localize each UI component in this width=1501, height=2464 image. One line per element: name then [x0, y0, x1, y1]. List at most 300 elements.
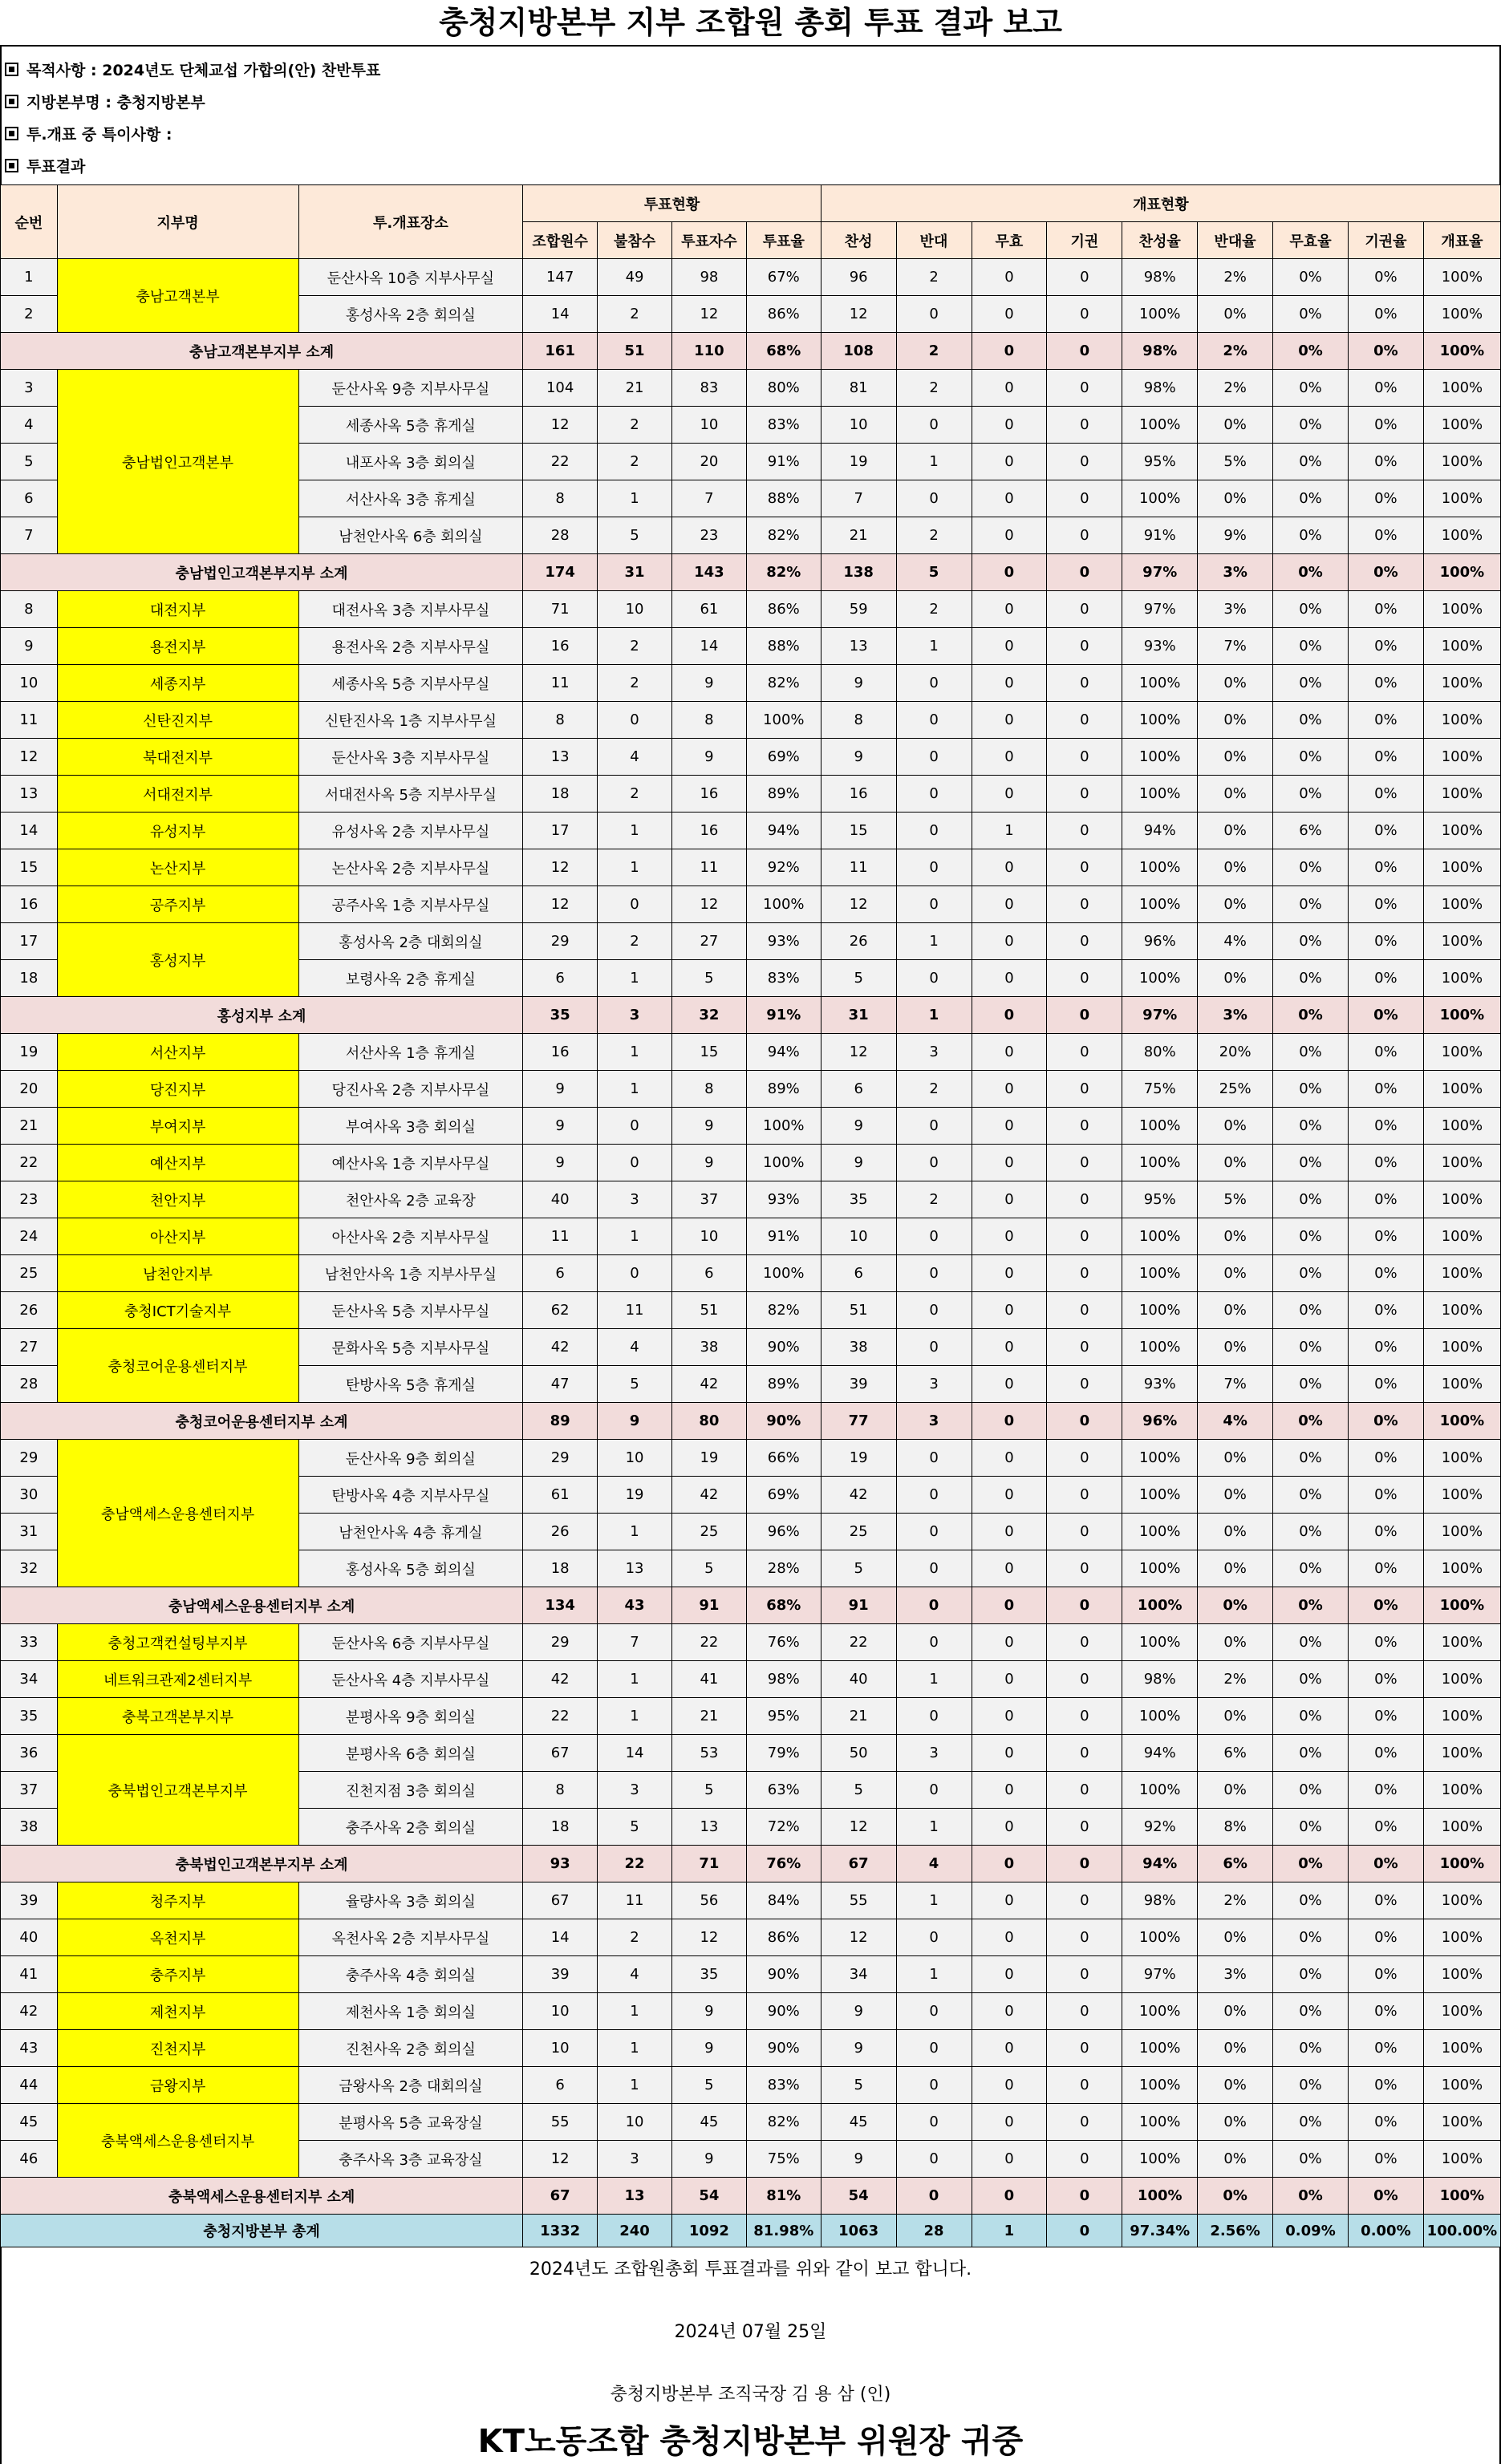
cell-no-rate: 2% — [1198, 370, 1273, 407]
cell-absent: 13 — [598, 1550, 672, 1587]
cell-absent: 1 — [598, 1698, 672, 1735]
cell-no-vote: 0 — [896, 480, 972, 517]
cell-invalid-rate: 0% — [1273, 1329, 1349, 1366]
cell-no-rate: 3% — [1198, 554, 1273, 591]
cell-count-rate: 100% — [1423, 2030, 1500, 2067]
cell-yes: 9 — [821, 1108, 896, 1145]
cell-count-rate: 100% — [1423, 554, 1500, 591]
cell-no-vote: 2 — [896, 591, 972, 628]
info-result-text: 투표결과 — [26, 158, 86, 176]
cell-yes-rate: 100% — [1122, 1329, 1198, 1366]
cell-invalid-rate: 0% — [1273, 1071, 1349, 1108]
cell-invalid-rate: 0% — [1273, 1366, 1349, 1403]
cell-absent: 3 — [598, 1181, 672, 1218]
cell-voters: 5 — [671, 1550, 746, 1587]
cell-no-rate: 2% — [1198, 259, 1273, 296]
cell-no-vote: 0 — [896, 665, 972, 702]
cell-yes: 19 — [821, 444, 896, 480]
cell-abstain: 0 — [1047, 2030, 1122, 2067]
cell-invalid-rate: 0% — [1273, 296, 1349, 333]
cell-invalid-rate: 0% — [1273, 1587, 1349, 1624]
cell-abstain-rate: 0% — [1348, 444, 1423, 480]
cell-invalid: 0 — [972, 1403, 1047, 1440]
cell-absent: 3 — [598, 2141, 672, 2178]
cell-invalid: 0 — [972, 665, 1047, 702]
cell-members: 18 — [523, 776, 598, 813]
cell-invalid: 0 — [972, 2104, 1047, 2141]
cell-count-rate: 100.00% — [1423, 2215, 1500, 2247]
cell-abstain-rate: 0% — [1348, 923, 1423, 960]
cell-yes: 12 — [821, 1919, 896, 1956]
cell-yes: 34 — [821, 1956, 896, 1993]
cell-members: 104 — [523, 370, 598, 407]
cell-absent: 11 — [598, 1292, 672, 1329]
cell-no-rate: 0% — [1198, 776, 1273, 813]
cell-abstain: 0 — [1047, 333, 1122, 370]
cell-yes-rate: 100% — [1122, 1477, 1198, 1514]
cell-invalid-rate: 0% — [1273, 333, 1349, 370]
cell-turnout: 68% — [746, 333, 821, 370]
cell-invalid: 0 — [972, 1366, 1047, 1403]
vote-place: 서산사옥 3층 휴게실 — [298, 480, 523, 517]
cell-yes-rate: 92% — [1122, 1809, 1198, 1846]
row-number: 45 — [1, 2104, 58, 2141]
cell-members: 61 — [523, 1477, 598, 1514]
row-number: 28 — [1, 1366, 58, 1403]
branch-name: 대전지부 — [57, 591, 298, 628]
cell-invalid: 0 — [972, 1071, 1047, 1108]
subtotal-row — [1, 1587, 1501, 1624]
vote-place: 분평사옥 5층 교육장실 — [298, 2104, 523, 2141]
cell-yes: 31 — [821, 997, 896, 1034]
cell-turnout: 94% — [746, 1034, 821, 1071]
cell-voters: 16 — [671, 776, 746, 813]
cell-turnout: 90% — [746, 1956, 821, 1993]
cell-invalid-rate: 0% — [1273, 1846, 1349, 1882]
cell-voters: 12 — [671, 1919, 746, 1956]
cell-no-vote: 2 — [896, 1071, 972, 1108]
branch-name: 논산지부 — [57, 849, 298, 886]
cell-turnout: 81.98% — [746, 2215, 821, 2247]
cell-abstain-rate: 0% — [1348, 1181, 1423, 1218]
cell-abstain-rate: 0% — [1348, 1477, 1423, 1514]
branch-name: 천안지부 — [57, 1181, 298, 1218]
cell-turnout: 82% — [746, 665, 821, 702]
cell-yes: 91 — [821, 1587, 896, 1624]
cell-no-rate: 0% — [1198, 2178, 1273, 2215]
cell-abstain: 0 — [1047, 2067, 1122, 2104]
cell-yes-rate: 97% — [1122, 591, 1198, 628]
cell-invalid-rate: 0% — [1273, 849, 1349, 886]
header-no-rate: 반대율 — [1198, 222, 1273, 259]
cell-voters: 35 — [671, 1956, 746, 1993]
cell-yes: 5 — [821, 960, 896, 997]
cell-abstain: 0 — [1047, 702, 1122, 739]
subtotal-row — [1, 997, 1501, 1034]
cell-no-vote: 0 — [896, 1145, 972, 1181]
cell-absent: 19 — [598, 1477, 672, 1514]
cell-no-rate: 0% — [1198, 1292, 1273, 1329]
branch-name: 남천안지부 — [57, 1255, 298, 1292]
cell-yes-rate: 100% — [1122, 739, 1198, 776]
cell-abstain-rate: 0% — [1348, 997, 1423, 1034]
vote-place: 남천안사옥 4층 휴게실 — [298, 1514, 523, 1550]
cell-absent: 2 — [598, 776, 672, 813]
table-row — [1, 1624, 1501, 1661]
cell-voters: 22 — [671, 1624, 746, 1661]
cell-no-vote: 0 — [896, 1440, 972, 1477]
cell-no-vote: 0 — [896, 1993, 972, 2030]
cell-no-vote: 1 — [896, 1956, 972, 1993]
cell-abstain-rate: 0% — [1348, 813, 1423, 849]
cell-count-rate: 100% — [1423, 702, 1500, 739]
vote-place: 둔산사옥 3층 지부사무실 — [298, 739, 523, 776]
row-number: 5 — [1, 444, 58, 480]
table-row — [1, 1993, 1501, 2030]
cell-abstain-rate: 0% — [1348, 1809, 1423, 1846]
cell-turnout: 100% — [746, 886, 821, 923]
cell-abstain-rate: 0% — [1348, 1624, 1423, 1661]
cell-abstain: 0 — [1047, 1956, 1122, 1993]
cell-turnout: 82% — [746, 517, 821, 554]
cell-voters: 5 — [671, 1772, 746, 1809]
info-purpose — [5, 55, 380, 87]
cell-count-rate: 100% — [1423, 2067, 1500, 2104]
vote-place: 제천사옥 1층 회의실 — [298, 1993, 523, 2030]
cell-yes: 35 — [821, 1181, 896, 1218]
cell-invalid-rate: 0% — [1273, 1698, 1349, 1735]
cell-abstain: 0 — [1047, 1071, 1122, 1108]
cell-abstain-rate: 0% — [1348, 960, 1423, 997]
cell-no-vote: 0 — [896, 296, 972, 333]
cell-abstain-rate: 0% — [1348, 776, 1423, 813]
cell-yes-rate: 100% — [1122, 776, 1198, 813]
cell-count-rate: 100% — [1423, 1329, 1500, 1366]
cell-voters: 9 — [671, 1108, 746, 1145]
cell-invalid: 0 — [972, 591, 1047, 628]
table-row — [1, 1440, 1501, 1477]
cell-absent: 5 — [598, 517, 672, 554]
row-number: 2 — [1, 296, 58, 333]
cell-invalid-rate: 0% — [1273, 628, 1349, 665]
cell-members: 67 — [523, 2178, 598, 2215]
cell-members: 67 — [523, 1882, 598, 1919]
branch-name: 유성지부 — [57, 813, 298, 849]
cell-voters: 56 — [671, 1882, 746, 1919]
subtotal-label: 충남고객본부지부 소계 — [1, 333, 523, 370]
cell-absent: 1 — [598, 480, 672, 517]
table-row — [1, 1108, 1501, 1145]
cell-abstain: 0 — [1047, 1624, 1122, 1661]
cell-count-rate: 100% — [1423, 1108, 1500, 1145]
cell-yes-rate: 80% — [1122, 1034, 1198, 1071]
cell-absent: 5 — [598, 1809, 672, 1846]
cell-yes: 12 — [821, 1809, 896, 1846]
cell-voters: 38 — [671, 1329, 746, 1366]
vote-place: 분평사옥 9층 회의실 — [298, 1698, 523, 1735]
cell-no-vote: 0 — [896, 407, 972, 444]
cell-members: 161 — [523, 333, 598, 370]
cell-absent: 1 — [598, 1514, 672, 1550]
cell-turnout: 63% — [746, 1772, 821, 1809]
cell-invalid: 0 — [972, 1514, 1047, 1550]
row-number: 41 — [1, 1956, 58, 1993]
cell-absent: 1 — [598, 2067, 672, 2104]
cell-voters: 10 — [671, 1218, 746, 1255]
cell-abstain-rate: 0% — [1348, 1956, 1423, 1993]
cell-count-rate: 100% — [1423, 849, 1500, 886]
cell-voters: 8 — [671, 1071, 746, 1108]
cell-count-rate: 100% — [1423, 480, 1500, 517]
cell-count-rate: 100% — [1423, 628, 1500, 665]
cell-yes-rate: 75% — [1122, 1071, 1198, 1108]
subtotal-label: 충남액세스운용센터지부 소계 — [1, 1587, 523, 1624]
cell-yes: 21 — [821, 517, 896, 554]
cell-no-rate: 0% — [1198, 1772, 1273, 1809]
cell-abstain: 0 — [1047, 739, 1122, 776]
cell-absent: 0 — [598, 702, 672, 739]
cell-no-vote: 1 — [896, 1882, 972, 1919]
table-row — [1, 259, 1501, 296]
cell-invalid-rate: 0% — [1273, 259, 1349, 296]
cell-invalid-rate: 0% — [1273, 886, 1349, 923]
cell-abstain: 0 — [1047, 1882, 1122, 1919]
cell-abstain: 0 — [1047, 2215, 1122, 2247]
cell-members: 22 — [523, 1698, 598, 1735]
cell-invalid-rate: 0% — [1273, 2104, 1349, 2141]
cell-yes-rate: 100% — [1122, 2178, 1198, 2215]
table-row — [1, 591, 1501, 628]
cell-count-rate: 100% — [1423, 997, 1500, 1034]
cell-absent: 4 — [598, 739, 672, 776]
cell-abstain-rate: 0% — [1348, 1772, 1423, 1809]
branch-name: 예산지부 — [57, 1145, 298, 1181]
cell-invalid: 0 — [972, 739, 1047, 776]
vote-place: 세종사옥 5층 휴게실 — [298, 407, 523, 444]
cell-yes: 22 — [821, 1624, 896, 1661]
row-number: 40 — [1, 1919, 58, 1956]
vote-place: 둔산사옥 6층 지부사무실 — [298, 1624, 523, 1661]
cell-no-vote: 0 — [896, 2104, 972, 2141]
cell-abstain: 0 — [1047, 591, 1122, 628]
cell-no-vote: 0 — [896, 1108, 972, 1145]
cell-yes: 67 — [821, 1846, 896, 1882]
cell-no-rate: 0% — [1198, 1440, 1273, 1477]
cell-invalid-rate: 0% — [1273, 1735, 1349, 1772]
cell-invalid: 0 — [972, 554, 1047, 591]
cell-yes-rate: 100% — [1122, 1145, 1198, 1181]
row-number: 38 — [1, 1809, 58, 1846]
cell-invalid: 0 — [972, 1846, 1047, 1882]
cell-yes-rate: 100% — [1122, 407, 1198, 444]
cell-turnout: 93% — [746, 923, 821, 960]
cell-abstain-rate: 0.00% — [1348, 2215, 1423, 2247]
row-number: 26 — [1, 1292, 58, 1329]
cell-absent: 5 — [598, 1366, 672, 1403]
header-abstain: 기권 — [1047, 222, 1122, 259]
cell-invalid-rate: 0% — [1273, 1993, 1349, 2030]
cell-abstain-rate: 0% — [1348, 2104, 1423, 2141]
header-voters: 투표자수 — [671, 222, 746, 259]
vote-result-table — [0, 184, 1501, 2247]
cell-invalid: 0 — [972, 1735, 1047, 1772]
cell-voters: 10 — [671, 407, 746, 444]
cell-absent: 2 — [598, 628, 672, 665]
cell-count-rate: 100% — [1423, 1440, 1500, 1477]
cell-yes-rate: 100% — [1122, 1993, 1198, 2030]
cell-voters: 9 — [671, 2030, 746, 2067]
cell-no-vote: 0 — [896, 960, 972, 997]
cell-abstain-rate: 0% — [1348, 1882, 1423, 1919]
cell-yes: 7 — [821, 480, 896, 517]
cell-yes-rate: 100% — [1122, 296, 1198, 333]
cell-invalid-rate: 0% — [1273, 960, 1349, 997]
branch-name: 용전지부 — [57, 628, 298, 665]
cell-yes: 108 — [821, 333, 896, 370]
row-number: 11 — [1, 702, 58, 739]
cell-yes-rate: 100% — [1122, 1255, 1198, 1292]
report-statement: 2024년도 조합원총회 투표결과를 위와 같이 보고 합니다. — [529, 2259, 972, 2280]
cell-absent: 49 — [598, 259, 672, 296]
row-number: 20 — [1, 1071, 58, 1108]
cell-yes: 9 — [821, 1993, 896, 2030]
cell-count-rate: 100% — [1423, 1698, 1500, 1735]
row-number: 37 — [1, 1772, 58, 1809]
row-number: 33 — [1, 1624, 58, 1661]
cell-abstain: 0 — [1047, 665, 1122, 702]
cell-abstain: 0 — [1047, 813, 1122, 849]
cell-abstain: 0 — [1047, 1550, 1122, 1587]
vote-place: 신탄진사옥 1층 지부사무실 — [298, 702, 523, 739]
row-number: 18 — [1, 960, 58, 997]
vote-place: 진천지점 3층 회의실 — [298, 1772, 523, 1809]
cell-yes-rate: 95% — [1122, 444, 1198, 480]
cell-no-rate: 0% — [1198, 1919, 1273, 1956]
cell-no-rate: 0% — [1198, 849, 1273, 886]
branch-name: 제천지부 — [57, 1993, 298, 2030]
cell-members: 12 — [523, 2141, 598, 2178]
cell-voters: 37 — [671, 1181, 746, 1218]
cell-absent: 1 — [598, 1071, 672, 1108]
cell-no-vote: 3 — [896, 1735, 972, 1772]
cell-voters: 5 — [671, 960, 746, 997]
cell-voters: 71 — [671, 1846, 746, 1882]
cell-turnout: 84% — [746, 1882, 821, 1919]
cell-count-rate: 100% — [1423, 1071, 1500, 1108]
cell-count-rate: 100% — [1423, 1919, 1500, 1956]
cell-invalid: 0 — [972, 776, 1047, 813]
cell-abstain-rate: 0% — [1348, 1661, 1423, 1698]
cell-voters: 80 — [671, 1403, 746, 1440]
cell-turnout: 92% — [746, 849, 821, 886]
cell-voters: 21 — [671, 1698, 746, 1735]
cell-yes: 96 — [821, 259, 896, 296]
cell-yes: 12 — [821, 296, 896, 333]
cell-yes: 21 — [821, 1698, 896, 1735]
cell-no-rate: 0% — [1198, 1329, 1273, 1366]
table-row — [1, 1218, 1501, 1255]
cell-voters: 110 — [671, 333, 746, 370]
cell-abstain: 0 — [1047, 1329, 1122, 1366]
cell-invalid: 0 — [972, 2030, 1047, 2067]
cell-invalid: 0 — [972, 849, 1047, 886]
cell-turnout: 96% — [746, 1514, 821, 1550]
cell-members: 35 — [523, 997, 598, 1034]
cell-no-rate: 6% — [1198, 1735, 1273, 1772]
total-label: 충청지방본부 총계 — [1, 2215, 523, 2247]
cell-invalid: 0 — [972, 2178, 1047, 2215]
cell-absent: 7 — [598, 1624, 672, 1661]
cell-yes-rate: 100% — [1122, 849, 1198, 886]
cell-turnout: 90% — [746, 1993, 821, 2030]
cell-turnout: 90% — [746, 2030, 821, 2067]
row-number: 10 — [1, 665, 58, 702]
cell-no-rate: 4% — [1198, 923, 1273, 960]
cell-yes: 9 — [821, 2030, 896, 2067]
cell-invalid-rate: 0% — [1273, 1181, 1349, 1218]
cell-abstain: 0 — [1047, 628, 1122, 665]
row-number: 21 — [1, 1108, 58, 1145]
cell-no-rate: 2% — [1198, 1882, 1273, 1919]
cell-invalid: 0 — [972, 923, 1047, 960]
cell-invalid-rate: 0% — [1273, 444, 1349, 480]
cell-no-rate: 0% — [1198, 739, 1273, 776]
cell-absent: 13 — [598, 2178, 672, 2215]
cell-abstain: 0 — [1047, 1034, 1122, 1071]
vote-place: 충주사옥 3층 교육장실 — [298, 2141, 523, 2178]
cell-yes-rate: 91% — [1122, 517, 1198, 554]
cell-no-vote: 0 — [896, 1218, 972, 1255]
cell-count-rate: 100% — [1423, 776, 1500, 813]
cell-turnout: 86% — [746, 296, 821, 333]
cell-yes-rate: 100% — [1122, 480, 1198, 517]
cell-invalid-rate: 0% — [1273, 1218, 1349, 1255]
table-row — [1, 2030, 1501, 2067]
table-row — [1, 1698, 1501, 1735]
cell-no-rate: 6% — [1198, 1846, 1273, 1882]
cell-abstain-rate: 0% — [1348, 407, 1423, 444]
cell-abstain: 0 — [1047, 296, 1122, 333]
cell-count-rate: 100% — [1423, 665, 1500, 702]
cell-yes: 77 — [821, 1403, 896, 1440]
cell-yes-rate: 94% — [1122, 813, 1198, 849]
cell-voters: 12 — [671, 886, 746, 923]
cell-abstain-rate: 0% — [1348, 1550, 1423, 1587]
cell-no-vote: 0 — [896, 849, 972, 886]
cell-abstain-rate: 0% — [1348, 886, 1423, 923]
cell-no-vote: 3 — [896, 1403, 972, 1440]
cell-abstain-rate: 0% — [1348, 665, 1423, 702]
cell-no-vote: 5 — [896, 554, 972, 591]
cell-invalid-rate: 0% — [1273, 1477, 1349, 1514]
cell-no-rate: 0% — [1198, 1587, 1273, 1624]
cell-invalid-rate: 0% — [1273, 1034, 1349, 1071]
vote-place: 탄방사옥 5층 휴게실 — [298, 1366, 523, 1403]
branch-name: 북대전지부 — [57, 739, 298, 776]
cell-voters: 41 — [671, 1661, 746, 1698]
cell-voters: 32 — [671, 997, 746, 1034]
cell-members: 67 — [523, 1735, 598, 1772]
cell-no-rate: 0% — [1198, 1145, 1273, 1181]
header-abstain-rate: 기권율 — [1348, 222, 1423, 259]
branch-name: 서산지부 — [57, 1034, 298, 1071]
cell-no-vote: 28 — [896, 2215, 972, 2247]
cell-abstain: 0 — [1047, 923, 1122, 960]
cell-members: 9 — [523, 1108, 598, 1145]
cell-voters: 9 — [671, 665, 746, 702]
cell-no-vote: 0 — [896, 2067, 972, 2104]
row-number: 34 — [1, 1661, 58, 1698]
